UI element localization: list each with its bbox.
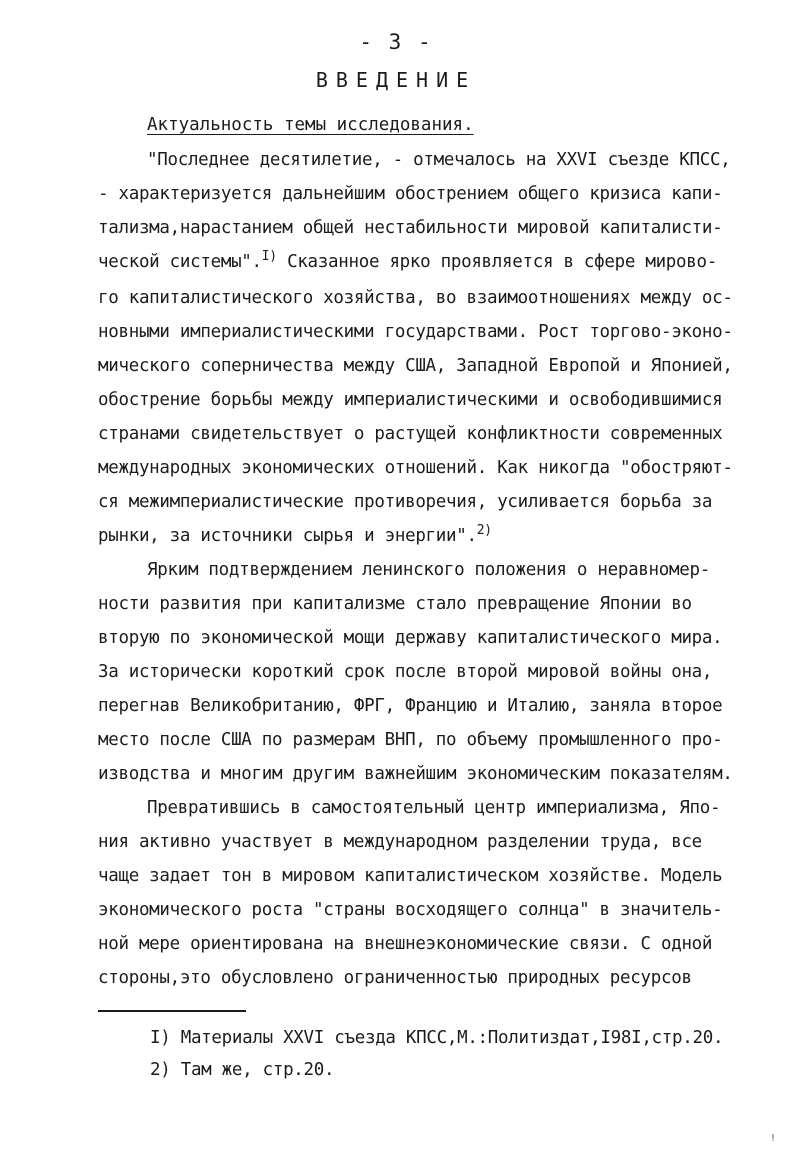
text-line: "Последнее десятилетие, - отмечалось на XXVI съезде КПСС, [147,150,731,170]
text-line: место после США по размерам ВНП, по объему промышленного про- [98,730,723,750]
text-line: вторую по экономической мощи державу капиталистического мира. [98,628,723,648]
text-line: стороны,это обусловлено ограниченностью природных ресурсов [98,968,692,988]
text-line: - характеризуется дальнейшим обострением общего кризиса капи- [98,184,723,204]
text-line: Ярким подтверждением ленинского положения о неравномер- [147,560,710,580]
page-title: ВВЕДЕНИЕ [315,68,477,92]
text-line: мического соперничества между США, Западной Европой и Японией, [98,356,733,376]
text-line: ности развития при капитализме стало превращение Японии во [98,594,692,614]
text-line: ния активно участвует в международном разделении труда, все [98,832,702,852]
text-line: тализма,нарастанием общей нестабильности мировой капиталисти- [98,218,723,238]
scan-mark: ! [770,1133,777,1144]
footnote: I) Материалы XXVI съезда КПСС,М.:Политиздат,I98I,стр.20. [150,1028,724,1048]
text-line: странами свидетельствует о растущей конфликтности современных [98,424,723,444]
text-line: Превратившись в самостоятельный центр империализма, Япо- [147,798,721,818]
footnote-ref-2: 2) [476,523,492,538]
footnote-separator [98,1010,246,1012]
text-line: перегнав Великобританию, ФРГ, Францию и Италию, заняла второе [98,696,723,716]
text-line-with-footnote [98,524,492,548]
text-line: международных экономических отношений. Как никогда "обостряют- [98,458,733,478]
footnote: 2) Там же, стр.20. [150,1060,335,1080]
text-line: го капиталистического хозяйства, во взаимоотношениях между ос- [98,288,733,308]
text-line: экономического роста "страны восходящего солнца" в значитель- [98,900,723,920]
text-fragment: рынки, за источники сырья и энергии". [98,526,477,546]
text-line: обострение борьбы между империалистическими и освободившимися [98,390,723,410]
text-line: ся межимпериалистические противоречия, усиливается борьба за [98,492,713,512]
text-line-with-footnote [98,250,717,274]
text-line: ной мере ориентирована на внешнеэкономические связи. С одной [98,934,713,954]
page-number: - 3 - [359,30,433,54]
footnote-ref-1: I) [261,249,277,264]
section-heading: Актуальность темы исследования. [147,115,474,135]
text-line: За исторически короткий срок после второй мировой войны она, [98,662,713,682]
text-line: чаще задает тон в мировом капиталистическом хозяйстве. Модель [98,866,723,886]
text-fragment: ческой системы". [98,252,262,272]
text-fragment: Сказанное ярко проявляется в сфере мирово- [276,252,717,272]
text-line: изводства и многим другим важнейшим экономическим показателям. [98,764,733,784]
text-line: новными империалистическими государствами. Рост торгово-эконо- [98,322,733,342]
